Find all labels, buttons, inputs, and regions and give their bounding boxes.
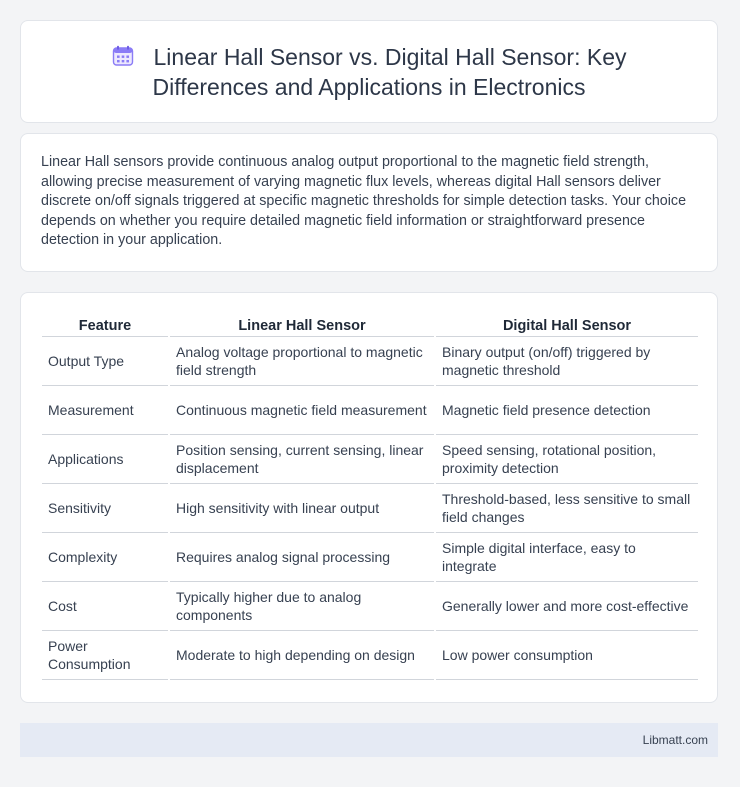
footer	[20, 723, 718, 757]
header-feature: Feature	[42, 315, 168, 337]
feature-cell: Sensitivity	[42, 484, 168, 533]
digital-cell: Speed sensing, rotational position, proximity detection	[436, 435, 698, 484]
linear-cell: Typically higher due to analog components	[170, 582, 434, 631]
feature-cell: Power Consumption	[42, 631, 168, 680]
header-digital: Digital Hall Sensor	[436, 315, 698, 337]
digital-cell: Threshold-based, less sensitive to small field changes	[436, 484, 698, 533]
table-row	[42, 435, 698, 484]
table-row	[42, 631, 698, 680]
linear-cell: Requires analog signal processing	[170, 533, 434, 582]
digital-cell: Magnetic field presence detection	[436, 386, 698, 435]
digital-cell: Binary output (on/off) triggered by magnetic threshold	[436, 337, 698, 386]
table-row	[42, 386, 698, 435]
digital-cell: Simple digital interface, easy to integrate	[436, 533, 698, 582]
feature-cell: Complexity	[42, 533, 168, 582]
title-card	[20, 20, 718, 123]
calendar-icon	[112, 45, 134, 67]
table-row	[42, 533, 698, 582]
feature-cell: Measurement	[42, 386, 168, 435]
feature-cell: Applications	[42, 435, 168, 484]
linear-cell: Continuous magnetic field measurement	[170, 386, 434, 435]
page-title	[69, 42, 669, 102]
digital-cell: Generally lower and more cost-effective	[436, 582, 698, 631]
digital-cell: Low power consumption	[436, 631, 698, 680]
intro-card	[20, 133, 718, 272]
comparison-card	[20, 292, 718, 703]
header-linear: Linear Hall Sensor	[170, 315, 434, 337]
page-title-text: Linear Hall Sensor vs. Digital Hall Sensor: Key Differences and Applications in Electronics	[152, 43, 627, 100]
footer-site-link[interactable]: Libmatt.com	[642, 733, 708, 747]
table-row	[42, 337, 698, 386]
table-row	[42, 484, 698, 533]
linear-cell: Moderate to high depending on design	[170, 631, 434, 680]
linear-cell: High sensitivity with linear output	[170, 484, 434, 533]
feature-cell: Output Type	[42, 337, 168, 386]
linear-cell: Analog voltage proportional to magnetic field strength	[170, 337, 434, 386]
table-header-row	[42, 315, 698, 337]
linear-cell: Position sensing, current sensing, linear displacement	[170, 435, 434, 484]
table-row	[42, 582, 698, 631]
feature-cell: Cost	[42, 582, 168, 631]
intro-paragraph: Linear Hall sensors provide continuous analog output proportional to the magnetic field strength, allowing precise measurement of varying magnetic flux levels, whereas digital Hall sensors deliver discrete on/off signals triggered at specific magnetic thresholds for simple detection tasks. Your choice depends on whether you require detailed magnetic field information or straightforward presence detection in your application.	[41, 154, 687, 248]
comparison-table	[40, 315, 700, 680]
